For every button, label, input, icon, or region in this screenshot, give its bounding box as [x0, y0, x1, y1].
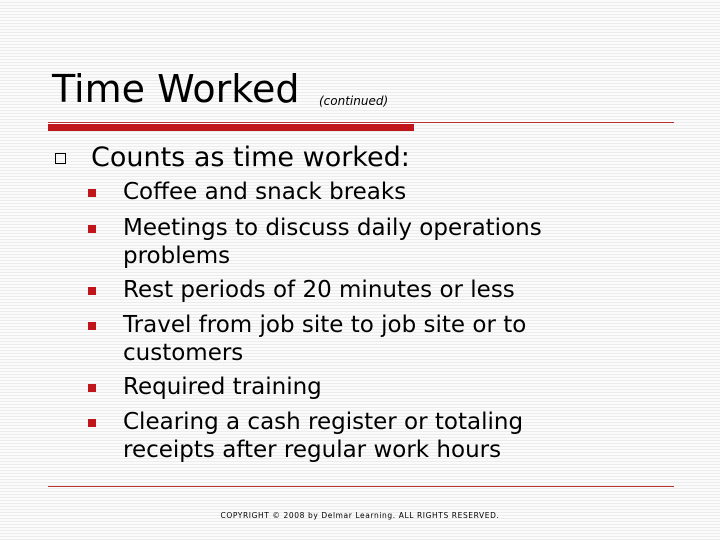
filled-square-bullet-icon	[88, 419, 96, 427]
list-item: Clearing a cash register or totaling receipts after regular work hours	[123, 409, 524, 463]
footer-divider-line	[48, 486, 674, 487]
list-item: Required training	[123, 374, 322, 400]
filled-square-bullet-icon	[88, 225, 96, 233]
list-item: Coffee and snack breaks	[123, 179, 407, 205]
main-bullet-text: Counts as time worked:	[91, 142, 410, 173]
filled-square-bullet-icon	[88, 384, 96, 392]
list-item: Travel from job site to job site or to customers	[123, 312, 527, 366]
copyright-footer: COPYRIGHT © 2008 by Delmar Learning. ALL RIGHTS RESERVED.	[220, 511, 500, 520]
hollow-square-bullet-icon	[55, 153, 66, 164]
filled-square-bullet-icon	[88, 287, 96, 295]
list-item: Rest periods of 20 minutes or less	[123, 277, 515, 303]
filled-square-bullet-icon	[88, 322, 96, 330]
title-divider-line	[48, 122, 674, 123]
filled-square-bullet-icon	[88, 189, 96, 197]
slide-subtitle: (continued)	[319, 94, 389, 108]
title-accent-bar	[48, 124, 414, 131]
list-item: Meetings to discuss daily operations problems	[123, 215, 542, 269]
slide-title: Time Worked	[52, 67, 300, 111]
